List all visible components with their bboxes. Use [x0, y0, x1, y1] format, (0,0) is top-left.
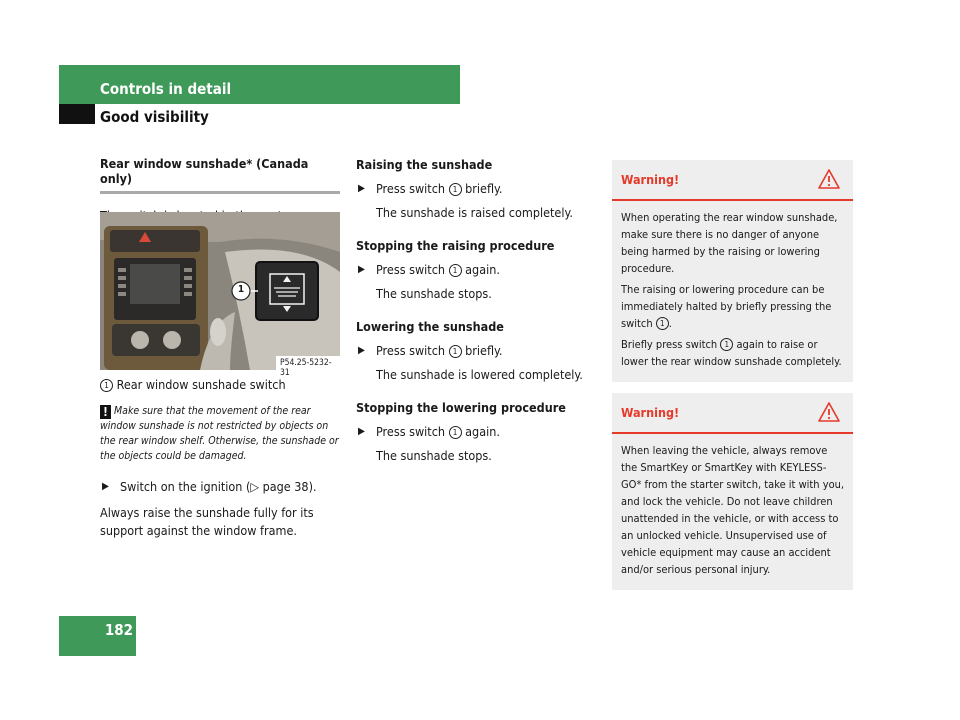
lower-heading: Lowering the sunshade	[356, 319, 504, 334]
stop-raise-end: again.	[461, 262, 500, 277]
warning-box-2	[612, 393, 853, 590]
stop-lower-text: Press switch	[376, 424, 449, 439]
header-marker	[59, 104, 95, 124]
bullet-arrow-icon: ▶	[358, 345, 365, 356]
warning-box-1	[612, 160, 853, 382]
section-title: Controls in detail	[100, 80, 232, 98]
warning-header	[612, 160, 853, 201]
switch-number: 1	[720, 338, 733, 351]
raise-result: The sunshade is raised completely.	[376, 205, 573, 220]
stop-lower-result: The sunshade stops.	[376, 448, 492, 463]
switch-number: 1	[449, 264, 462, 277]
lower-step-end: briefly.	[461, 343, 503, 358]
switch-number: 1	[449, 345, 462, 358]
stop-raise-result: The sunshade stops.	[376, 286, 492, 301]
bullet-arrow-icon: ▶	[358, 183, 365, 194]
page-ref-text[interactable]: page 38).	[259, 479, 317, 494]
support-paragraph: Always raise the sunshade fully for its support against the window frame.	[100, 505, 314, 538]
stop-lower-step	[356, 423, 596, 441]
console-illustration	[100, 212, 340, 370]
center-console-photo	[100, 212, 340, 378]
warning1-p3-text: Briefly press switch	[621, 338, 721, 351]
warning-title: Warning!	[621, 172, 680, 187]
warning-triangle-icon	[817, 168, 841, 190]
switch-number: 1	[449, 426, 462, 439]
raise-step-text: Press switch	[376, 181, 449, 196]
warning1-p2	[621, 281, 845, 332]
raise-step	[356, 180, 596, 198]
stop-lower-heading: Stopping the lowering procedure	[356, 400, 566, 415]
bullet-arrow-icon: ▶	[358, 264, 365, 275]
ignition-step-text: Switch on the ignition (	[120, 479, 251, 494]
switch-number: 1	[656, 317, 669, 330]
ignition-step	[100, 478, 340, 496]
switch-number: 1	[449, 183, 462, 196]
lower-step	[356, 342, 596, 360]
figure-label: P54.25-5232-31	[280, 358, 332, 378]
warning1-p1: When operating the rear window sunshade, make sure there is no danger of anyone being harmed by the raising or lowering procedure.	[621, 211, 838, 275]
lower-step-text: Press switch	[376, 343, 449, 358]
warning1-p3-end: again to raise or lower the rear window sunshade completely.	[621, 338, 842, 368]
raise-step-end: briefly.	[461, 181, 503, 196]
warning-body	[612, 201, 853, 382]
damage-note	[100, 404, 340, 464]
page-ref-icon: ▷	[250, 479, 260, 494]
stop-raise-text: Press switch	[376, 262, 449, 277]
lower-result: The sunshade is lowered completely.	[376, 367, 583, 382]
warning-header	[612, 393, 853, 434]
warning1-p3	[621, 336, 845, 370]
note-text: Make sure that the movement of the rear window sunshade is not restricted by objects on the rear window shelf. Otherwise, the sunshade or the objects could be damaged.	[100, 405, 339, 462]
subsection-title: Good visibility	[100, 108, 209, 126]
raise-heading: Raising the sunshade	[356, 157, 493, 172]
warning-body	[612, 434, 853, 590]
warning-title: Warning!	[621, 405, 680, 420]
middle-column	[356, 156, 596, 465]
stop-raise-step	[356, 261, 596, 279]
stop-lower-end: again.	[461, 424, 500, 439]
bullet-arrow-icon: ▶	[102, 481, 109, 492]
warning2-p1: When leaving the vehicle, always remove the SmartKey or SmartKey with KEYLESS-GO* from the starter switch, take it with you, and lock the vehicle. Do not leave children unattended in the vehicle, or with access to an unlocked vehicle. Unsupervised use of vehicle equipment may cause an accident and/or serious personal injury.	[621, 444, 845, 576]
bullet-arrow-icon: ▶	[358, 426, 365, 437]
exclamation-icon: !	[100, 405, 111, 419]
stop-raise-heading: Stopping the raising procedure	[356, 238, 555, 253]
caption-text: Rear window sunshade switch	[116, 377, 286, 392]
warning1-p2-end: .	[668, 317, 672, 330]
caption-number: 1	[100, 379, 113, 392]
warning-triangle-icon	[817, 401, 841, 423]
page-number: 182	[104, 621, 133, 639]
figure-caption	[100, 376, 340, 394]
warning1-p2-text: The raising or lowering procedure can be immediately halted by briefly pressing the switch	[621, 283, 832, 330]
sunshade-heading: Rear window sunshade* (Canada only)	[100, 156, 340, 194]
callout-1: 1	[237, 284, 245, 295]
